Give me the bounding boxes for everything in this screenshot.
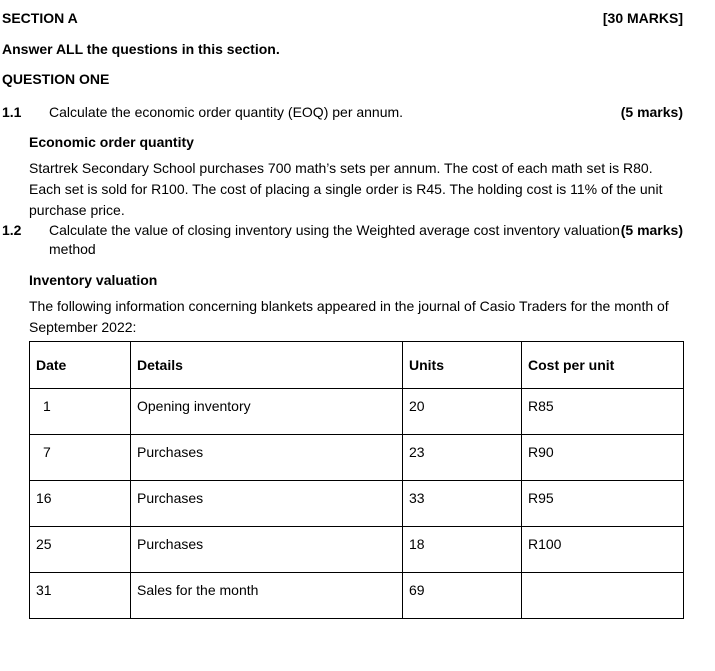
cell-details: Purchases xyxy=(131,481,403,527)
table-row xyxy=(30,527,684,573)
cell-details: Purchases xyxy=(131,435,403,481)
question-number-1-2: 1.2 xyxy=(2,222,22,238)
section-title: SECTION A xyxy=(2,10,78,26)
table-row xyxy=(30,573,684,619)
cell-details: Purchases xyxy=(131,527,403,573)
subheading-inventory: Inventory valuation xyxy=(29,272,158,288)
question-text-1-2-line2: method xyxy=(49,241,96,257)
cell-date: 25 xyxy=(30,527,131,573)
header-details: Details xyxy=(131,342,403,389)
header-units: Units xyxy=(403,342,522,389)
instruction: Answer ALL the questions in this section. xyxy=(2,41,280,57)
cell-cost: R95 xyxy=(522,481,684,527)
question-title: QUESTION ONE xyxy=(2,71,110,87)
table-row xyxy=(30,389,684,435)
cell-cost: R85 xyxy=(522,389,684,435)
cell-details: Sales for the month xyxy=(131,573,403,619)
paragraph-eoq: Startrek Secondary School purchases 700 math’s sets per annum. The cost of each math set is R80. Each set is sold for R100. The cost of placing a single order is R45. The holding cost is 11% of the unit purchase price. xyxy=(29,160,663,218)
cell-cost: R100 xyxy=(522,527,684,573)
marks-1-1: (5 marks) xyxy=(620,104,683,120)
question-number-1-1: 1.1 xyxy=(2,104,22,120)
cell-units: 23 xyxy=(403,435,522,481)
question-text-1-2-line1: Calculate the value of closing inventory using the Weighted average cost inventory valuation xyxy=(49,222,620,238)
marks-1-2: (5 marks) xyxy=(620,222,683,238)
cell-date: 7 xyxy=(30,435,131,481)
table-row xyxy=(30,435,684,481)
header-date: Date xyxy=(30,342,131,389)
cell-details: Opening inventory xyxy=(131,389,403,435)
question-text-1-1: Calculate the economic order quantity (EOQ) per annum. xyxy=(49,104,404,120)
total-marks: [30 MARKS] xyxy=(602,10,683,26)
subheading-eoq: Economic order quantity xyxy=(29,134,194,150)
cell-date: 31 xyxy=(30,573,131,619)
cell-units: 20 xyxy=(403,389,522,435)
cell-units: 33 xyxy=(403,481,522,527)
header-cost-per-unit: Cost per unit xyxy=(522,342,684,389)
paragraph-inventory: The following information concerning blankets appeared in the journal of Casio Traders for the month of September 2022: xyxy=(29,298,669,335)
cell-date: 1 xyxy=(30,389,131,435)
cell-units: 69 xyxy=(403,573,522,619)
table-row xyxy=(30,481,684,527)
cell-cost xyxy=(522,573,684,619)
cell-units: 18 xyxy=(403,527,522,573)
inventory-table xyxy=(29,341,684,619)
table-header-row xyxy=(30,342,684,389)
cell-cost: R90 xyxy=(522,435,684,481)
cell-date: 16 xyxy=(30,481,131,527)
